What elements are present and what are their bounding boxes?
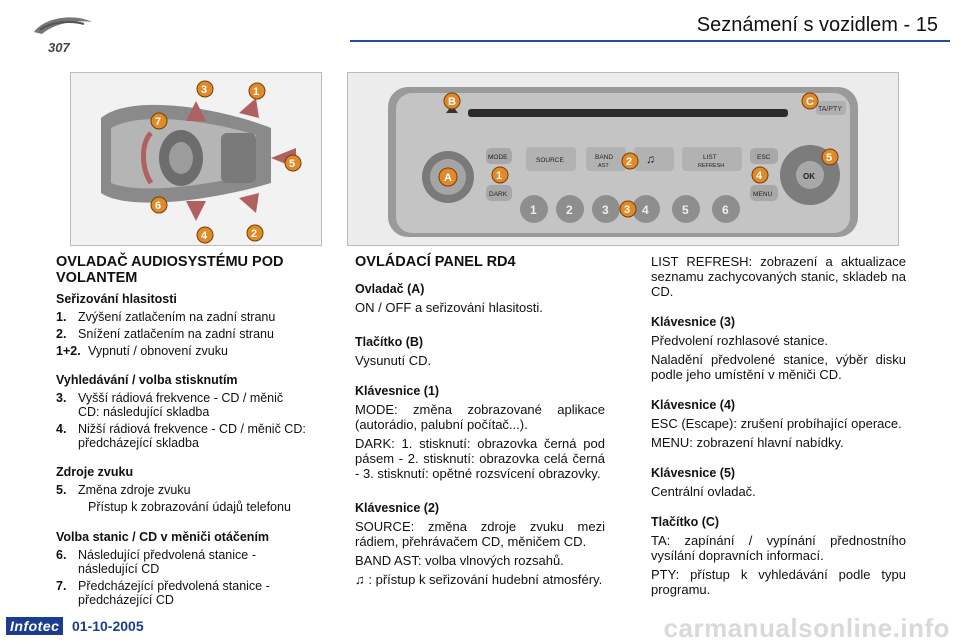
list-item: 7. Předcházející předvolená stanice - předcházející CD [56,579,270,607]
svg-text:4: 4 [201,230,208,242]
list-item: 1+2. Vypnutí / obnovení zvuku [56,344,228,358]
subsection-heading: Tlačítko (B) [355,335,424,349]
svg-text:7: 7 [155,116,162,128]
list-item-note: Přístup k zobrazování údajů telefonu [88,500,291,514]
subsection-heading: Klávesnice (2) [355,501,440,515]
callout-3 [197,81,213,97]
callout-5 [285,155,301,171]
preset-4: 4 [642,203,649,217]
callout-3 [620,201,636,217]
svg-text:2: 2 [626,156,633,168]
source-button-label: SOURCE [536,157,564,164]
steering-control-figure [70,72,322,246]
preset-1: 1 [530,203,537,217]
preset-5: 5 [682,203,689,217]
paragraph: Vysunutí CD. [355,353,432,368]
footer-date: 01-10-2005 [72,618,144,634]
paragraph: SOURCE: změna zdroje zvuku mezi rádiem, přehrávačem CD, měničem CD. [355,519,605,549]
header-rule [350,40,950,42]
paragraph: TA: zapínání / vypínání přednostního vysílání dopravních informací. [651,533,906,563]
dark-button-label: DARK [489,191,508,198]
steering-controls-column [56,254,306,610]
svg-text:4: 4 [756,170,763,182]
callout-1 [492,167,508,183]
list-item: 3. Vyšší rádiová frekvence - CD / měnič CD: následující skladba [56,391,284,419]
band-sub-label: AST [598,163,609,169]
section-title: OVLADAČ AUDIOSYSTÉMU POD VOLANTEM [56,254,284,286]
paragraph: PTY: přístup k vyhledávání podle typu programu. [651,567,906,597]
svg-text:A: A [444,172,452,184]
subsection-heading: Klávesnice (5) [651,466,736,480]
svg-text:3: 3 [201,84,208,96]
list-item: 4. Nižší rádiová frekvence - CD / měnič CD: předcházející skladba [56,422,306,450]
subsection-heading: Zdroje zvuku [56,465,134,479]
paragraph: BAND AST: volba vlnových rozsahů. [355,553,564,568]
list-item: 5. Změna zdroje zvuku [56,483,191,497]
svg-text:1: 1 [496,170,503,182]
list-sub-label: REFRESH [698,163,725,169]
list-item: 2. Snížení zatlačením na zadní stranu [56,327,274,341]
svg-text:2: 2 [251,228,258,240]
callout-1 [249,83,265,99]
callout-4 [752,167,768,183]
paragraph: LIST REFRESH: zobrazení a aktualizace seznamu zachycovaných stanic, skladeb na CD. [651,254,906,299]
subsection-heading: Klávesnice (3) [651,315,736,329]
paragraph: MODE: změna zobrazované aplikace (autorádio, palubní počítač...). [355,402,605,432]
svg-text:5: 5 [826,152,833,164]
ta-pty-button-label: TA/PTY [818,106,842,113]
paragraph: Naladění předvolené stanice, výběr disku podle jeho umístění v měniči CD. [651,352,906,382]
paragraph: Předvolení rozhlasové stanice. [651,333,829,348]
page-title: Seznámení s vozidlem - 15 [696,14,938,36]
brand-logo [26,12,98,56]
music-note-icon: ♫ [646,152,655,166]
band-button-label: BAND [595,154,614,161]
infotec-logo: Infotec [6,617,63,635]
subsection-heading: Tlačítko (C) [651,515,720,529]
callout-5 [822,149,838,165]
subsection-heading: Ovladač (A) [355,282,425,296]
section-title: OVLÁDACÍ PANEL RD4 [355,254,516,270]
callout-A [439,168,457,186]
rd4-panel-figure [347,72,899,246]
svg-text:B: B [448,96,456,108]
preset-3: 3 [602,203,609,217]
callout-6 [151,197,167,213]
svg-text:1: 1 [253,86,260,98]
mode-button-label: MODE [488,154,508,161]
paragraph: Centrální ovladač. [651,484,756,499]
callout-2 [247,225,263,241]
watermark: carmanualsonline.info [663,613,950,643]
paragraph: MENU: zobrazení hlavní nabídky. [651,435,844,450]
subsection-heading: Klávesnice (1) [355,384,440,398]
subsection-heading: Vyhledávání / volba stisknutím [56,373,238,387]
list-item: 6. Následující předvolená stanice - následující CD [56,548,256,576]
preset-2: 2 [566,203,573,217]
subsection-heading: Klávesnice (4) [651,398,736,412]
svg-text:6: 6 [155,200,162,212]
preset-6: 6 [722,203,729,217]
callout-2 [622,153,638,169]
paragraph: ESC (Escape): zrušení probíhající operace. [651,416,902,431]
list-item: 1. Zvýšení zatlačením na zadní stranu [56,310,276,324]
menu-button-label: MENU [753,191,773,198]
paragraph: ♫ : přístup k seřizování hudební atmosféry. [355,572,603,587]
callout-4 [197,227,213,243]
callout-7 [151,113,167,129]
logo-text: 307 [48,40,70,55]
subsection-heading: Volba stanic / CD v měniči otáčením [56,530,270,544]
ok-button-label: OK [803,172,815,181]
list-button-label: LIST [703,154,717,161]
callout-C [802,93,818,109]
paragraph: DARK: 1. stisknutí: obrazovka černá pod pásem - 2. stisknutí: obrazovka celá černá - 3. stisknutí: opětné rozsvícení obrazovky. [355,436,605,481]
callout-B [444,93,460,109]
svg-text:5: 5 [289,158,296,170]
subsection-heading: Seřizování hlasitosti [56,292,177,306]
rd4-panel-column [355,254,605,591]
paragraph: ON / OFF a seřizování hlasitosti. [355,300,543,315]
svg-text:C: C [806,96,814,108]
rd4-panel-column-continued [651,254,906,601]
svg-text:3: 3 [624,204,631,216]
esc-button-label: ESC [757,154,771,161]
